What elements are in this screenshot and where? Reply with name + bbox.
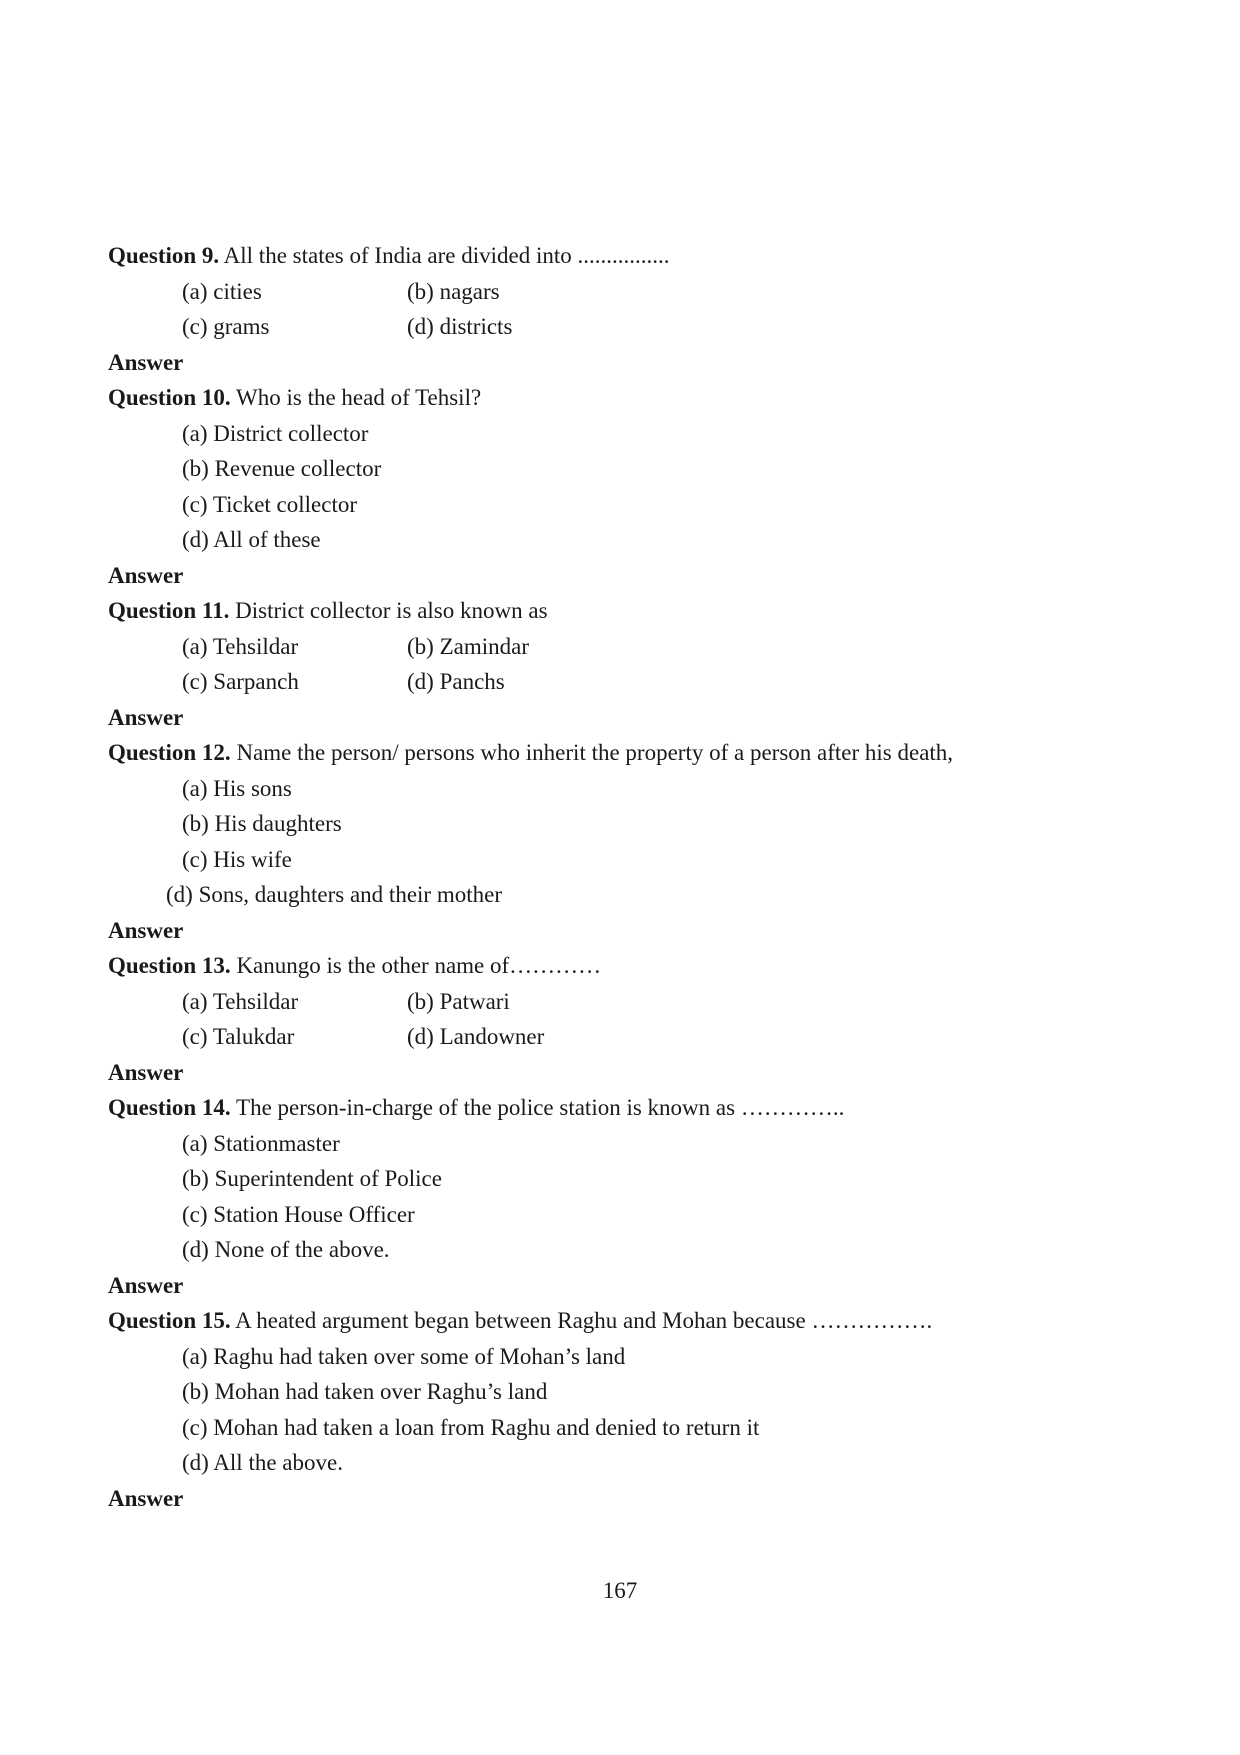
option-b: (b) Zamindar <box>407 633 529 659</box>
option-a: (a) Raghu had taken over some of Mohan’s land <box>182 1343 626 1369</box>
option-c: (c) Mohan had taken a loan from Raghu and denied to return it <box>182 1414 760 1440</box>
option-a: (a) District collector <box>182 420 369 446</box>
option-a: (a) Tehsildar <box>182 988 299 1014</box>
option-b: (b) nagars <box>407 278 500 304</box>
option-c: (c) Ticket collector <box>182 491 358 517</box>
page-number: 167 <box>602 1578 638 1603</box>
question-label: Question 15. <box>108 1308 231 1333</box>
answer-label: Answer <box>108 1059 184 1085</box>
option-c: (c) Sarpanch <box>182 669 299 694</box>
option-b: (b) Revenue collector <box>182 456 382 481</box>
question-label: Question 10. <box>108 385 231 410</box>
question-text: All the states of India are divided into ................ <box>219 243 670 268</box>
option-c: (c) Station House Officer <box>182 1201 415 1227</box>
option-d: (d) districts <box>407 314 513 339</box>
question-text: The person-in-charge of the police station is known as ………….. <box>230 1095 845 1120</box>
question-14 <box>108 1090 1168 1126</box>
question-text: Who is the head of Tehsil? <box>230 385 482 410</box>
question-list <box>108 238 1168 1516</box>
option-b: (b) Superintendent of Police <box>182 1166 442 1191</box>
question-label: Question 12. <box>108 740 231 765</box>
answer-label: Answer <box>108 1485 184 1511</box>
option-row <box>108 309 1168 345</box>
option-row <box>108 274 1168 310</box>
question-11 <box>108 593 1168 629</box>
option-c: (c) His wife <box>182 846 292 872</box>
option-d: (d) Sons, daughters and their mother <box>166 882 502 907</box>
answer-label: Answer <box>108 704 184 730</box>
option-c: (c) grams <box>182 314 270 339</box>
option-d: (d) None of the above. <box>182 1237 390 1262</box>
option-d: (d) All the above. <box>182 1450 343 1475</box>
answer-label: Answer <box>108 1272 184 1298</box>
option-d: (d) Panchs <box>407 669 505 694</box>
option-row <box>108 984 1168 1020</box>
answer-label: Answer <box>108 562 184 588</box>
option-c: (c) Talukdar <box>182 1024 295 1049</box>
option-a: (a) cities <box>182 278 262 304</box>
option-b: (b) Mohan had taken over Raghu’s land <box>182 1379 548 1404</box>
option-b: (b) Patwari <box>407 988 510 1014</box>
option-a: (a) Stationmaster <box>182 1130 340 1156</box>
question-text: District collector is also known as <box>229 598 548 623</box>
answer-label: Answer <box>108 349 184 375</box>
question-15 <box>108 1303 1168 1339</box>
question-13 <box>108 948 1168 984</box>
option-row <box>108 1019 1168 1055</box>
question-text: A heated argument began between Raghu and Mohan because ……………. <box>230 1308 933 1333</box>
option-row <box>108 629 1168 665</box>
question-12 <box>108 735 1168 771</box>
option-d: (d) All of these <box>182 527 321 552</box>
question-text: Name the person/ persons who inherit the property of a person after his death, <box>230 740 954 765</box>
question-9 <box>108 238 1168 274</box>
question-10 <box>108 380 1168 416</box>
option-d: (d) Landowner <box>407 1024 545 1049</box>
question-label: Question 14. <box>108 1095 231 1120</box>
option-a: (a) His sons <box>182 775 292 801</box>
answer-label: Answer <box>108 917 184 943</box>
option-b: (b) His daughters <box>182 811 342 836</box>
question-label: Question 11. <box>108 598 230 623</box>
question-label: Question 13. <box>108 953 231 978</box>
option-row <box>108 664 1168 700</box>
option-a: (a) Tehsildar <box>182 633 299 659</box>
question-label: Question 9. <box>108 243 220 268</box>
question-text: Kanungo is the other name of………… <box>230 953 602 978</box>
